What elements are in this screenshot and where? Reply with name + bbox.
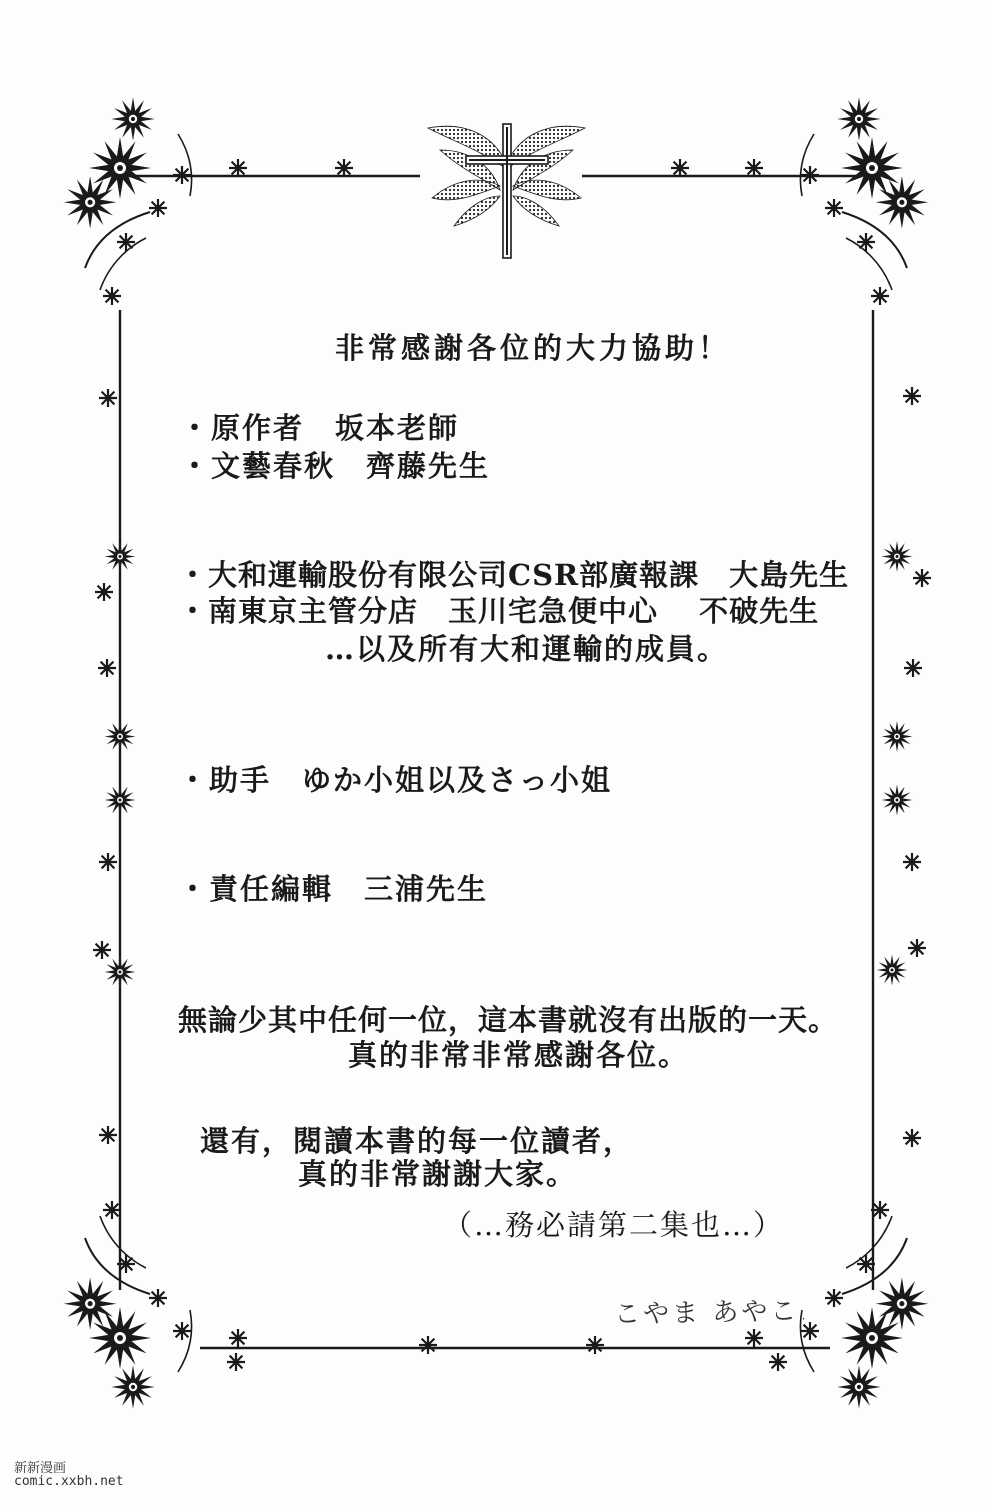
readers-line: 還有，閱讀本書的每一位讀者， bbox=[200, 1124, 635, 1158]
thanks-line: 無論少其中任何一位，這本書就沒有出版的一天。 bbox=[178, 1003, 839, 1037]
watermark-url: comic.xxbh.net bbox=[14, 1474, 124, 1489]
credit-line: ・南東京主管分店 玉川宅急便中心 不破先生 bbox=[178, 594, 820, 628]
bottom-border-asterisks bbox=[227, 1336, 787, 1371]
thanks-line: 真的非常非常感謝各位。 bbox=[348, 1038, 690, 1072]
credit-line: ・助手 ゆか小姐以及さっ小姐 bbox=[178, 763, 613, 797]
credit-line: ・原作者 坂本老師 bbox=[180, 411, 460, 445]
left-border-motifs bbox=[93, 389, 136, 1144]
readers-line: （…務必請第二集也…） bbox=[443, 1208, 785, 1242]
credit-line: ・文藝春秋 齊藤先生 bbox=[180, 449, 491, 483]
page-heading: 非常感謝各位的大力協助！ bbox=[335, 331, 732, 365]
winged-cross-ornament bbox=[428, 124, 585, 258]
corner-flowers-bottom-left bbox=[64, 1201, 247, 1409]
readers-line: 真的非常謝謝大家。 bbox=[298, 1157, 578, 1191]
corner-flowers-top-right bbox=[745, 97, 928, 305]
watermark-name: 新新漫画 bbox=[14, 1461, 67, 1476]
credit-line: …以及所有大和運輸的成員。 bbox=[325, 632, 729, 666]
credit-line: ・責任編輯 三浦先生 bbox=[178, 872, 489, 906]
right-border-motifs bbox=[877, 387, 932, 1147]
corner-flowers-top-left bbox=[64, 97, 247, 305]
credit-line: ・大和運輸股份有限公司CSR部廣報課 大島先生 bbox=[178, 558, 850, 592]
author-signature: こやま あやこ. bbox=[613, 1296, 811, 1330]
